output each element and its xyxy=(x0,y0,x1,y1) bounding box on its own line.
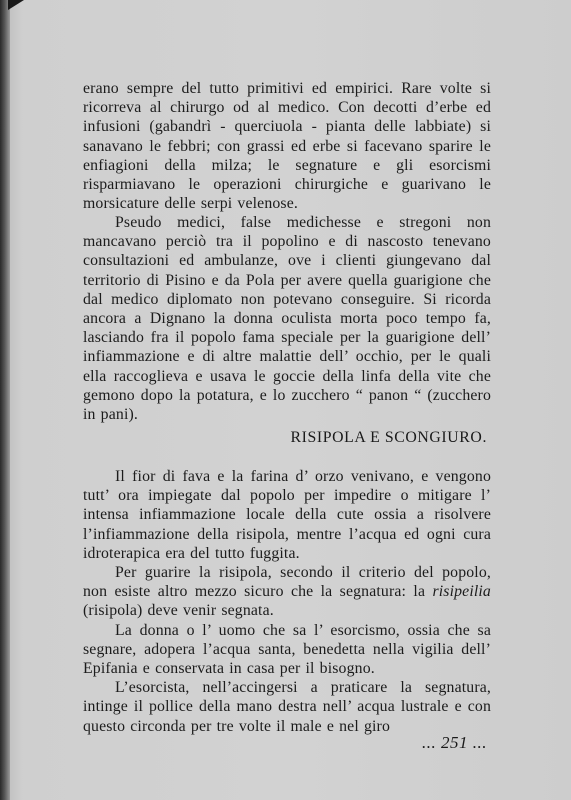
section-paragraph xyxy=(83,563,491,621)
paragraph-text: erano sempre del tutto primitivi ed empirici. Rare volte si ricorreva al chirurgo od al medico. Con decotti d’erbe ed infusioni (gabandrì - querciuola - pianta delle labbiate) si sanavano le febbri; con grassi ed erbe si facevano sparire le enfiagioni della milza; le segnature e gli esorcismi risparmiavano le operazioni chirurgiche e guarivano le morsicature delle serpi velenose. xyxy=(83,80,491,213)
paragraph-text: Per guarire la risipola, secondo il criterio del popolo, non esiste altro mezzo sicuro che la segnatura: la xyxy=(83,564,491,601)
section-paragraph: L’esorcista, nell’accingersi a praticare la segnatura, intinge il pollice della mano destra nell’ acqua lustrale e con questo circonda per tre volte il male e nel giro xyxy=(83,679,491,735)
section-paragraph: La donna o l’ uomo che sa l’ esorcismo, ossia che sa segnare, adopera l’acqua santa, benedetta nella vigilia dell’ Epifania e conservata in casa per il bisogno. xyxy=(83,621,491,678)
paragraph-text: (risipola) deve venir segnata. xyxy=(83,602,274,620)
section-paragraph: Il fior di fava e la farina d’ orzo venivano, e vengono tutt’ ora impiegate dal popolo per impedire o mitigare l’ intensa infiammazione locale della cute ossia a risolvere l’infiammazione della risipola, mentre l’acqua ed ogni cura idroterapica era del tutto fuggita. xyxy=(83,468,491,562)
corner-triangle-mark xyxy=(0,0,26,18)
section-body xyxy=(83,467,491,736)
paragraph-text: Pseudo medici, false medichesse e stregoni non mancavano perciò tra il popolino e di nascosto tenevano consultazioni ed ambulanze, ove i clienti giungevano dal territorio di Pisino e da Pola per avere quella guarigione che dal medico diplomato non potevano conseguire. Si ricorda ancora a Dignano la donna oculista morta poco tempo fa, lasciando fra il popolo fama speciale per la guarigione dell’ infiammazione e di altre malattie dell’ occhio, per le quali ella raccoglieva e usava le goccie della linfa della vite che gemono dopo la potatura, e lo zucchero “ panon “ (zucchero in pani). xyxy=(83,214,491,424)
section-heading: RISIPOLA E SCONGIURO. xyxy=(290,429,487,446)
page-number: ... 251 ... xyxy=(422,733,487,752)
paragraph xyxy=(83,213,491,424)
book-spine-shadow xyxy=(0,0,10,800)
italic-term: risipeilia xyxy=(432,583,491,601)
paragraph-continuation xyxy=(83,79,491,213)
